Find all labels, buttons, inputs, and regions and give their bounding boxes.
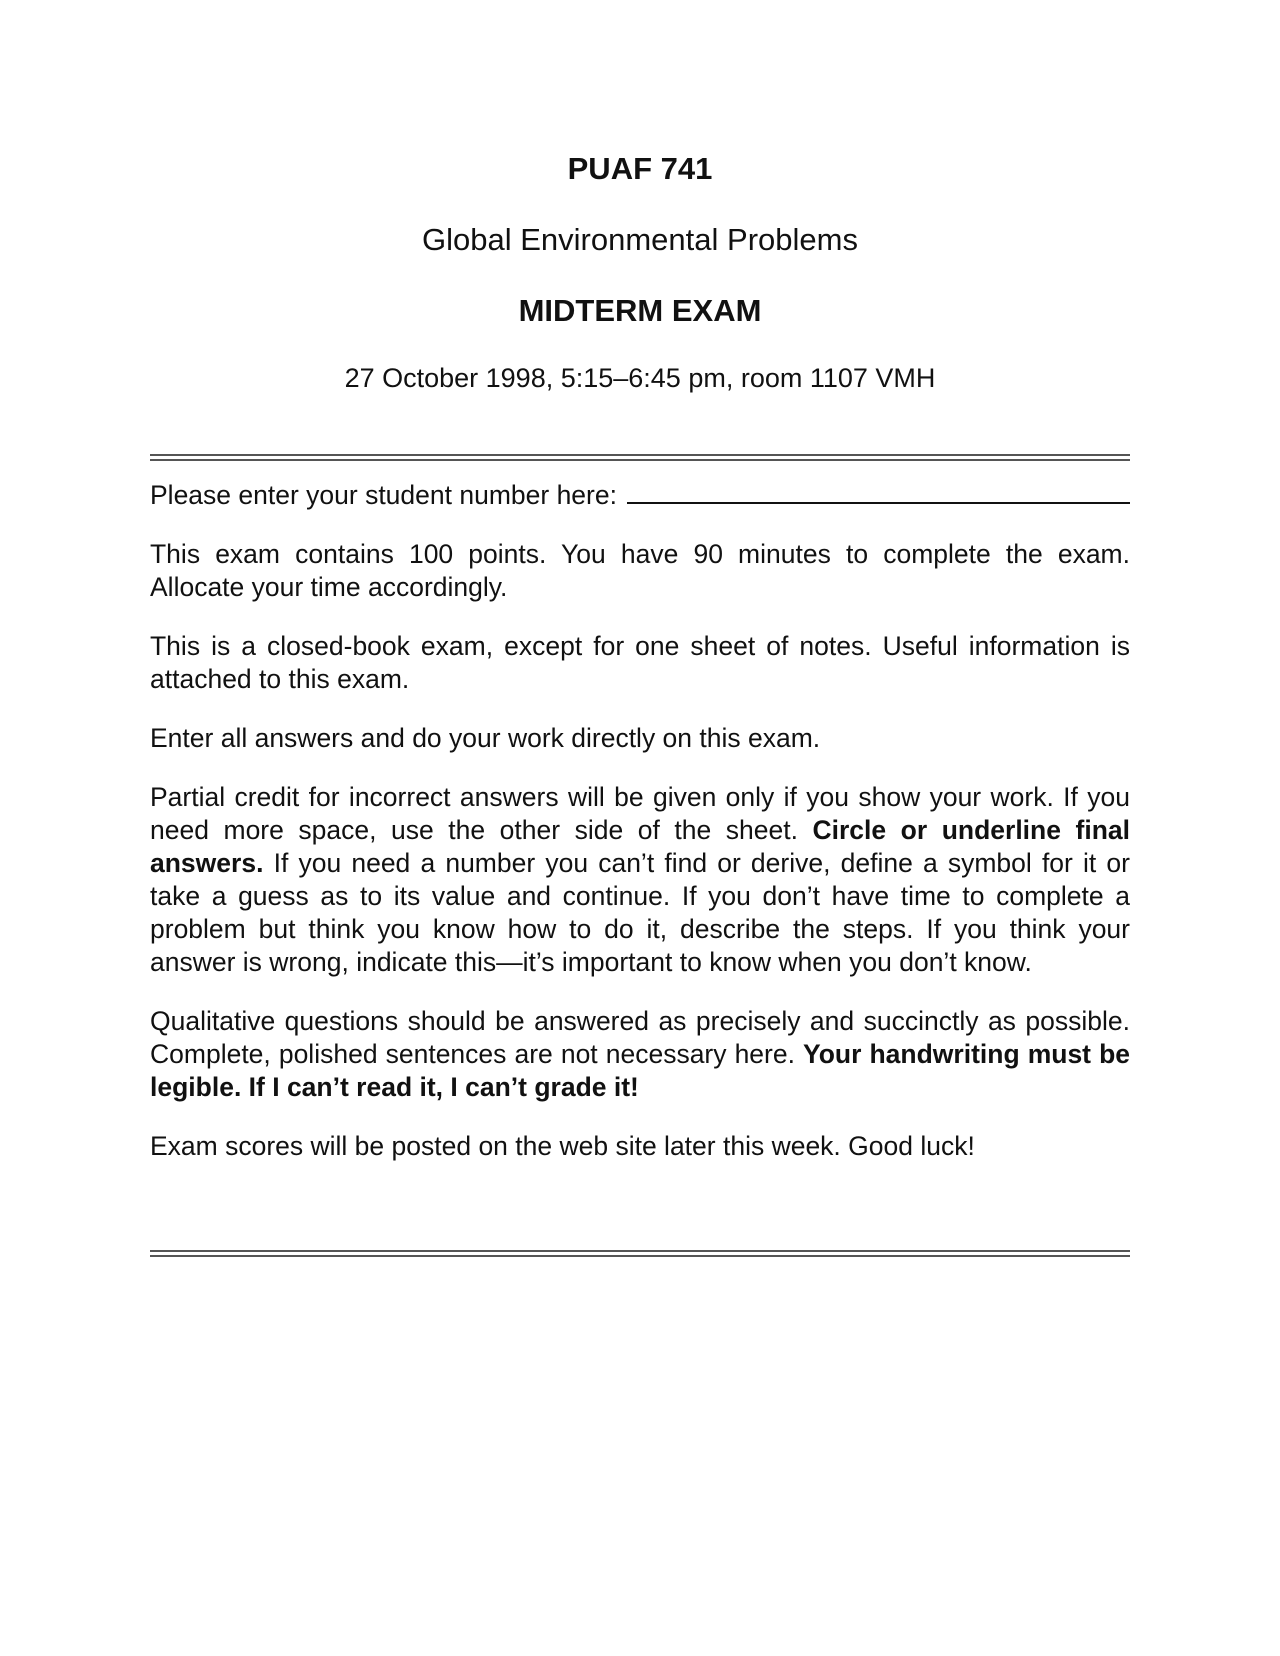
- exam-date: 27 October 1998, 5:15–6:45 pm, room 1107 VMH: [344, 363, 936, 393]
- instruction-qualitative: [150, 1005, 1130, 1104]
- instruction-answers-on-exam: Enter all answers and do your work directly on this exam.: [150, 723, 821, 753]
- instruction-closed-book: This is a closed-book exam, except for one sheet of notes. Useful information is attached to this exam.: [150, 631, 1130, 694]
- partial-credit-text-a: Partial credit for incorrect answers will be given only if you show your work. If you need more space, use the other side of the sheet.: [150, 782, 1130, 845]
- exam-title: MIDTERM EXAM: [518, 293, 762, 328]
- partial-credit-text-b: If you need a number you can’t find or derive, define a symbol for it or take a guess as to its value and continue. If you don’t have time to complete a problem but think you know how to do it, describe the steps. If you think your answer is wrong, indicate this—it’s important to know when you don’t know.: [150, 848, 1130, 977]
- instruction-points-time: This exam contains 100 points. You have 90 minutes to complete the exam. Allocate your time accordingly.: [150, 539, 1130, 602]
- student-number-row: [150, 478, 1130, 512]
- qualitative-bold: Your handwriting must be legible. If I can’t read it, I can’t grade it!: [150, 1039, 1130, 1102]
- bottom-divider: [150, 1250, 1130, 1257]
- instruction-partial-credit: [150, 781, 1130, 979]
- instruction-scores-posted: Exam scores will be posted on the web site later this week. Good luck!: [150, 1131, 975, 1161]
- course-code: PUAF 741: [567, 151, 713, 186]
- qualitative-text: Qualitative questions should be answered as precisely and succinctly as possible. Complete, polished sentences are not necessary here.: [150, 1006, 1130, 1069]
- student-number-blank[interactable]: [627, 478, 1130, 504]
- student-number-label: Please enter your student number here:: [150, 480, 617, 510]
- instructions-block: [150, 478, 1130, 1189]
- course-name: Global Environmental Problems: [422, 222, 858, 257]
- partial-credit-bold: Circle or underline final answers.: [150, 815, 1130, 878]
- top-divider: [150, 454, 1130, 461]
